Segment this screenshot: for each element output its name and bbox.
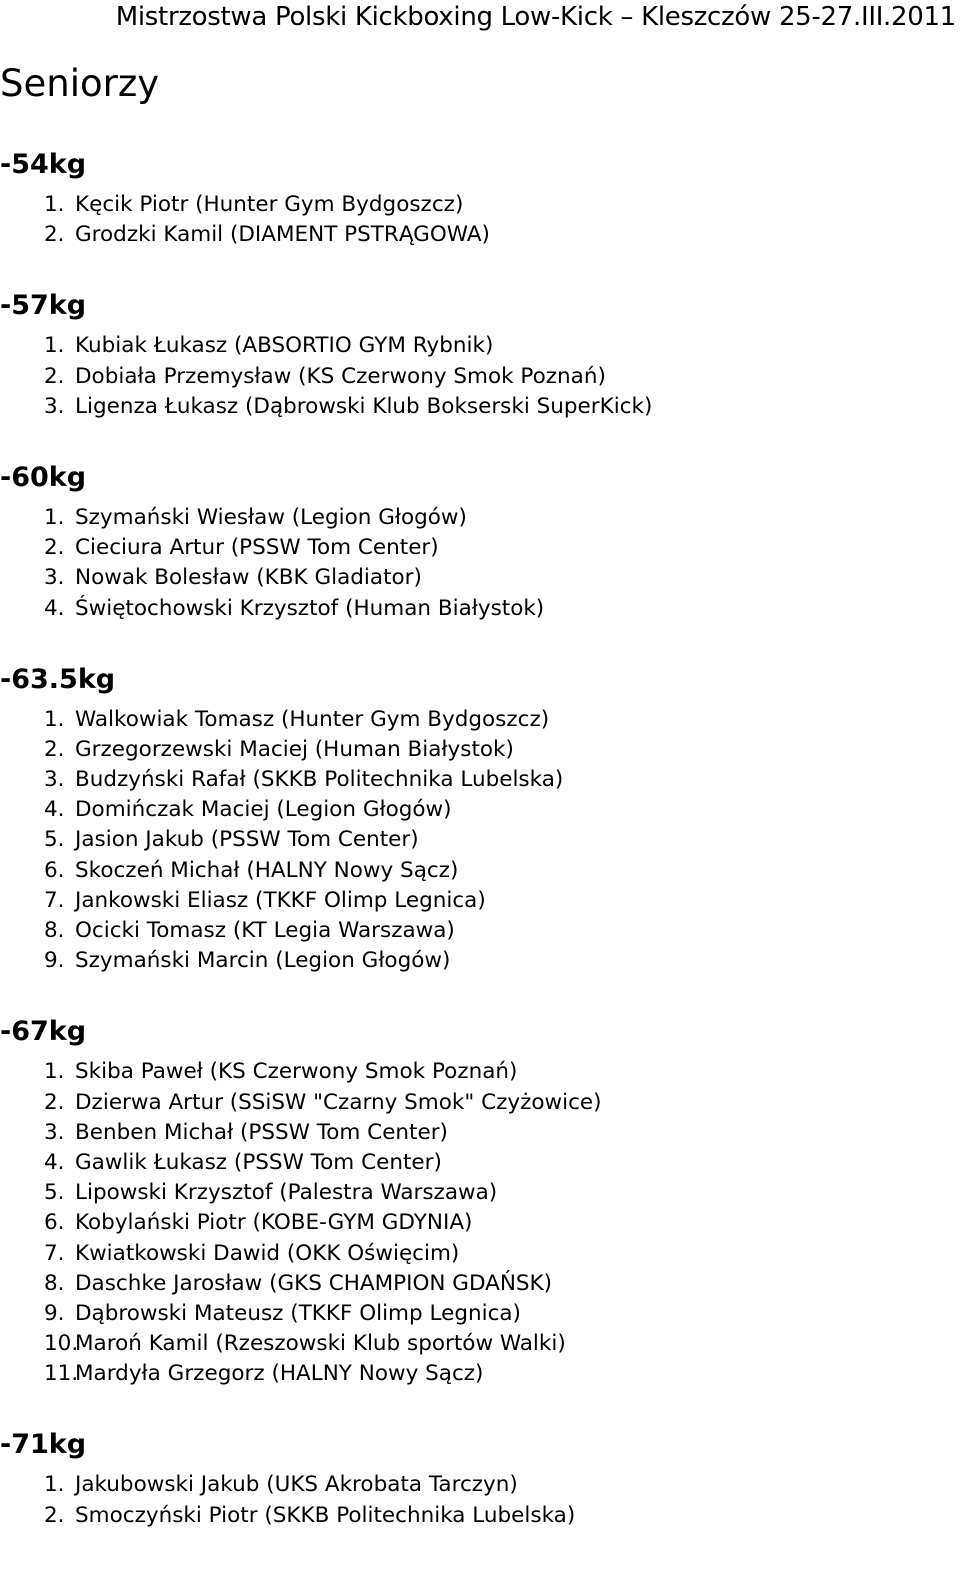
rank-number: 2. [44, 222, 65, 248]
competitor-name: Daschke Jarosław (GKS CHAMPION GDAŃSK) [75, 1270, 553, 1296]
rank-number: 3. [44, 767, 65, 793]
list-item [44, 220, 960, 250]
list-item [44, 503, 960, 533]
ranking-list [0, 705, 960, 977]
competitor-name: Ocicki Tomasz (KT Legia Warszawa) [75, 918, 455, 943]
weight-category [0, 655, 960, 977]
rank-number: 2. [44, 736, 65, 762]
rank-number: 8. [44, 1270, 65, 1296]
category-title: -67kg [0, 1016, 87, 1048]
list-item [44, 1178, 960, 1208]
list-item [44, 331, 960, 361]
competitor-name: Maroń Kamil (Rzeszowski Klub sportów Walki) [75, 1331, 566, 1357]
list-item [44, 705, 960, 735]
rank-number: 4. [44, 1149, 65, 1175]
rank-number: 9. [44, 948, 65, 974]
list-item [44, 1118, 960, 1148]
competitor-name: Lipowski Krzysztof (Palestra Warszawa) [75, 1180, 498, 1206]
rank-number: 1. [44, 504, 65, 530]
competitor-name: Szymański Marcin (Legion Głogów) [75, 948, 451, 974]
competitor-name: Ligenza Łukasz (Dąbrowski Klub Bokserski SuperKick) [75, 393, 653, 419]
list-item [44, 594, 960, 624]
weight-category [0, 1420, 960, 1530]
competitor-name: Smoczyński Piotr (SKKB Politechnika Lubelska) [75, 1502, 576, 1528]
competitor-name: Kęcik Piotr (Hunter Gym Bydgoszcz) [75, 192, 464, 217]
rank-number: 3. [44, 565, 65, 591]
category-title: -63.5kg [0, 663, 116, 695]
rank-number: 1. [44, 1059, 65, 1085]
competitor-name: Jankowski Eliasz (TKKF Olimp Legnica) [75, 887, 486, 913]
competitor-name: Grzegorzewski Maciej (Human Białystok) [75, 736, 514, 762]
rank-number: 3. [44, 393, 65, 419]
list-item [44, 825, 960, 855]
list-item [44, 1148, 960, 1178]
weight-category [0, 140, 960, 250]
rank-number: 2. [44, 363, 65, 389]
rank-number: 5. [44, 1180, 65, 1206]
list-item [44, 946, 960, 976]
rank-number: 8. [44, 918, 65, 943]
list-item [44, 1359, 960, 1389]
weight-category [0, 453, 960, 624]
weight-category [0, 1007, 960, 1389]
list-item [44, 1470, 960, 1500]
competitor-name: Jasion Jakub (PSSW Tom Center) [75, 827, 419, 853]
ranking-list [0, 1057, 960, 1389]
rank-number: 5. [44, 827, 65, 853]
weight-category [0, 281, 960, 422]
category-title: -54kg [0, 149, 87, 180]
category-title: -71kg [0, 1429, 87, 1461]
competitor-name: Grodzki Kamil (DIAMENT PSTRĄGOWA) [75, 222, 490, 248]
competitor-name: Kwiatkowski Dawid (OKK Oświęcim) [75, 1240, 460, 1266]
document-header: Mistrzostwa Polski Kickboxing Low-Kick – Kleszczów 25-27.III.2011 [115, 2, 956, 32]
competitor-name: Domińczak Maciej (Legion Głogów) [75, 797, 452, 823]
list-item [44, 563, 960, 593]
competitor-name: Dzierwa Artur (SSiSW "Czarny Smok" Czyżowice) [75, 1089, 602, 1115]
list-item [44, 1208, 960, 1238]
competitor-name: Benben Michał (PSSW Tom Center) [75, 1119, 448, 1145]
competitor-name: Dąbrowski Mateusz (TKKF Olimp Legnica) [75, 1300, 521, 1326]
ranking-list [0, 503, 960, 624]
list-item [44, 533, 960, 563]
ranking-list [0, 331, 960, 422]
list-item [44, 1299, 960, 1329]
list-item [44, 1501, 960, 1531]
list-item [44, 392, 960, 422]
competitor-name: Gawlik Łukasz (PSSW Tom Center) [75, 1149, 442, 1175]
competitor-name: Świętochowski Krzysztof (Human Białystok) [75, 595, 545, 621]
rank-number: 2. [44, 1089, 65, 1115]
competitor-name: Skiba Paweł (KS Czerwony Smok Poznań) [75, 1059, 518, 1085]
competitor-name: Mardyła Grzegorz (HALNY Nowy Sącz) [75, 1361, 484, 1387]
list-item [44, 1269, 960, 1299]
rank-number: 1. [44, 333, 65, 359]
rank-number: 1. [44, 1472, 65, 1498]
rank-number: 2. [44, 535, 65, 561]
list-item [44, 1088, 960, 1118]
list-item [44, 856, 960, 886]
list-item [44, 190, 960, 220]
category-title: -60kg [0, 461, 87, 493]
list-item [44, 1329, 960, 1359]
list-item [44, 362, 960, 392]
list-item [44, 765, 960, 795]
rank-number: 1. [44, 706, 65, 732]
rank-number: 10. [44, 1331, 79, 1357]
competitor-name: Kobylański Piotr (KOBE-GYM GDYNIA) [75, 1210, 473, 1236]
rank-number: 11. [44, 1361, 79, 1387]
competitor-name: Dobiała Przemysław (KS Czerwony Smok Poznań) [75, 363, 606, 389]
list-item [44, 1239, 960, 1269]
rank-number: 6. [44, 857, 65, 883]
competitor-name: Skoczeń Michał (HALNY Nowy Sącz) [75, 857, 459, 883]
rank-number: 4. [44, 797, 65, 823]
list-item [44, 735, 960, 765]
rank-number: 4. [44, 595, 65, 621]
rank-number: 9. [44, 1300, 65, 1326]
rank-number: 2. [44, 1502, 65, 1528]
competitor-name: Kubiak Łukasz (ABSORTIO GYM Rybnik) [75, 333, 494, 359]
list-item [44, 886, 960, 916]
rank-number: 7. [44, 887, 65, 913]
competitor-name: Jakubowski Jakub (UKS Akrobata Tarczyn) [75, 1472, 518, 1498]
rank-number: 1. [44, 192, 65, 217]
section-title: Seniorzy [0, 62, 160, 105]
rank-number: 7. [44, 1240, 65, 1266]
category-title: -57kg [0, 290, 87, 322]
rank-number: 3. [44, 1119, 65, 1145]
rank-number: 6. [44, 1210, 65, 1236]
results-list [0, 140, 960, 1531]
ranking-list [0, 1470, 960, 1530]
competitor-name: Nowak Bolesław (KBK Gladiator) [75, 565, 422, 591]
list-item [44, 795, 960, 825]
ranking-list [0, 190, 960, 250]
competitor-name: Cieciura Artur (PSSW Tom Center) [75, 535, 439, 561]
list-item [44, 1057, 960, 1087]
competitor-name: Walkowiak Tomasz (Hunter Gym Bydgoszcz) [75, 706, 550, 732]
competitor-name: Szymański Wiesław (Legion Głogów) [75, 504, 467, 530]
competitor-name: Budzyński Rafał (SKKB Politechnika Lubelska) [75, 767, 564, 793]
list-item [44, 916, 960, 946]
